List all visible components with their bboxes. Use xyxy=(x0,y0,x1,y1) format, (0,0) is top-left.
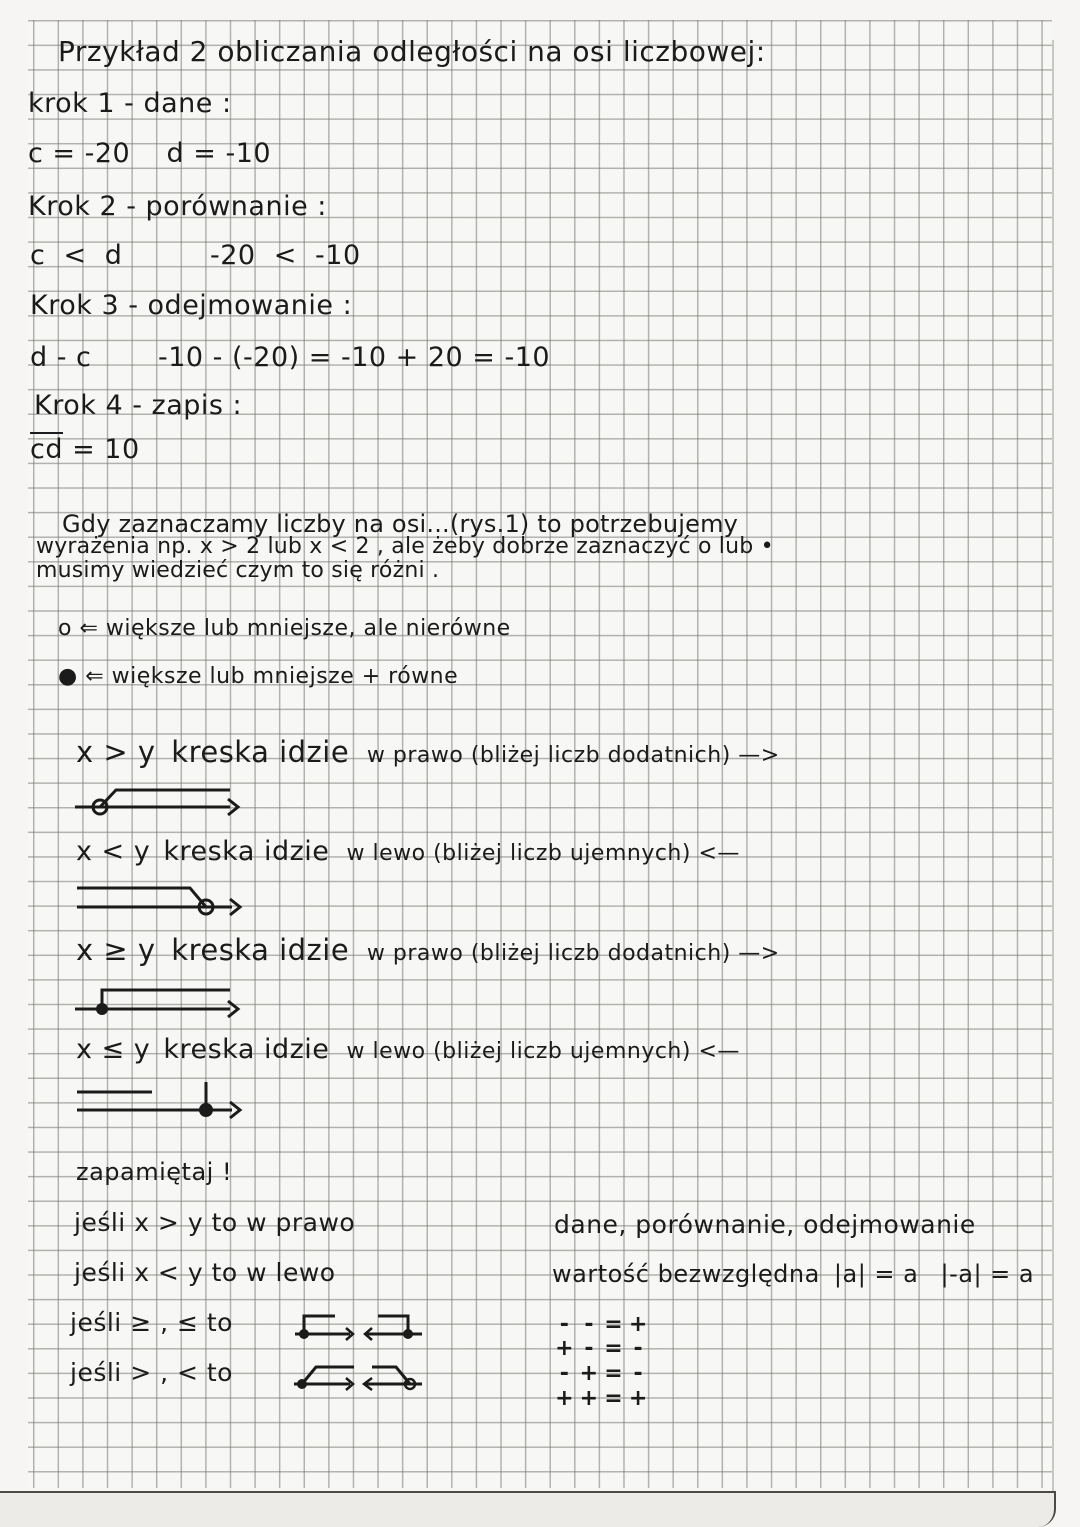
sign-cell: = xyxy=(604,1311,623,1337)
page-title: Przykład 2 obliczania odległości na osi liczbowej: xyxy=(58,35,766,68)
remember-line-2: jeśli x < y to w lewo xyxy=(74,1258,336,1287)
summary-steps: dane, porównanie, odejmowanie xyxy=(554,1210,976,1239)
sign-rules-table xyxy=(552,1312,650,1410)
step-2-comparison-numeric: -20 < -10 xyxy=(210,240,361,271)
absolute-value-label: wartość bezwzględna xyxy=(552,1260,820,1288)
legend-filled-text: większe lub mniejsze + równe xyxy=(111,664,459,689)
rule-4-direction: w lewo (bliżej liczb ujemnych) <— xyxy=(346,1039,740,1064)
legend-filled-dot xyxy=(58,666,458,688)
closed-interval-sketch-icon xyxy=(290,1308,430,1344)
step-4-label: Krok 4 - zapis : xyxy=(34,390,243,421)
segment-cd: $\overline{cd}$ xyxy=(30,434,63,465)
sign-cell: + xyxy=(628,1311,648,1337)
step-1-label: krok 1 - dane : xyxy=(28,88,232,119)
sign-cell: - xyxy=(559,1311,569,1337)
remember-heading: zapamiętaj ! xyxy=(76,1158,233,1186)
rule-2-direction: w lewo (bliżej liczb ujemnych) <— xyxy=(346,841,740,866)
paragraph-line-1: Gdy zaznaczamy liczby na osi...(rys.1) to potrzebujemy xyxy=(62,510,739,538)
rule-3-relation: x ≥ y xyxy=(76,933,156,967)
absolute-value-formula-negative: |-a| = a xyxy=(940,1260,1035,1288)
summary-absolute-value xyxy=(552,1262,1034,1286)
rule-2-text: kreska idzie xyxy=(163,836,330,867)
sign-cell: - xyxy=(584,1311,594,1337)
page-right-edge xyxy=(1052,40,1054,1500)
rule-1-relation: x > y xyxy=(76,735,156,769)
open-dot-icon: o xyxy=(58,616,72,641)
step-2-label: Krok 2 - porównanie : xyxy=(28,191,327,222)
sign-cell: + xyxy=(555,1385,574,1411)
rule-1 xyxy=(76,735,780,769)
sign-cell: - xyxy=(559,1360,569,1386)
rule-4 xyxy=(76,1036,740,1063)
rule-3-text: kreska idzie xyxy=(171,933,350,967)
rule-3 xyxy=(76,933,780,967)
number-line-open-right-icon xyxy=(70,778,270,818)
rule-1-text: kreska idzie xyxy=(171,735,350,769)
step-3-expression-numeric: -10 - (-20) = -10 + 20 = -10 xyxy=(158,342,551,373)
remember-line-1: jeśli x > y to w prawo xyxy=(74,1208,356,1237)
filled-dot-icon: ● xyxy=(58,664,78,689)
sign-cell: - xyxy=(633,1360,643,1386)
absolute-value-formula-positive: |a| = a xyxy=(833,1260,919,1288)
number-line-filled-right-icon xyxy=(70,978,270,1018)
sign-cell: + xyxy=(579,1360,599,1386)
rule-4-text: kreska idzie xyxy=(163,1034,330,1065)
step-1-content: c = -20 d = -10 xyxy=(28,138,272,169)
rule-3-direction: w prawo (bliżej liczb dodatnich) —> xyxy=(366,941,780,966)
page-bottom-edge xyxy=(0,1491,1056,1527)
rule-2-relation: x < y xyxy=(76,836,151,867)
arrow-icon: ⇐ xyxy=(79,616,99,641)
arrow-icon: ⇐ xyxy=(85,664,105,689)
remember-line-4: jeśli > , < to xyxy=(70,1358,233,1387)
legend-open-dot xyxy=(58,618,511,640)
step-2-comparison-symbolic: c < d xyxy=(30,240,123,271)
step-3-expression-symbolic: d - c xyxy=(30,342,92,373)
segment-length: = 10 xyxy=(62,434,140,465)
sign-cell: - xyxy=(584,1336,594,1362)
sign-cell: - xyxy=(633,1336,643,1362)
rule-1-direction: w prawo (bliżej liczb dodatnich) —> xyxy=(366,743,780,768)
sign-cell: = xyxy=(604,1336,623,1362)
rule-4-relation: x ≤ y xyxy=(76,1034,151,1065)
paragraph-line-3: musimy wiedzieć czym to się różni . xyxy=(36,558,440,583)
open-interval-sketch-icon xyxy=(286,1358,426,1394)
paragraph-line-2: wyrażenia np. x > 2 lub x < 2 , ale żeby dobrze zaznaczyć o lub • xyxy=(36,534,774,559)
step-3-label: Krok 3 - odejmowanie : xyxy=(30,290,353,321)
sign-cell: + xyxy=(555,1336,574,1362)
step-4-result xyxy=(30,436,140,463)
remember-line-3: jeśli ≥ , ≤ to xyxy=(70,1308,233,1337)
sign-cell: = xyxy=(604,1385,623,1411)
sign-cell: + xyxy=(579,1385,599,1411)
number-line-open-left-icon xyxy=(72,878,272,918)
number-line-filled-left-icon xyxy=(72,1080,272,1122)
rule-2 xyxy=(76,838,740,865)
legend-open-text: większe lub mniejsze, ale nierówne xyxy=(105,616,511,641)
sign-cell: = xyxy=(604,1360,623,1386)
sign-cell: + xyxy=(628,1385,648,1411)
